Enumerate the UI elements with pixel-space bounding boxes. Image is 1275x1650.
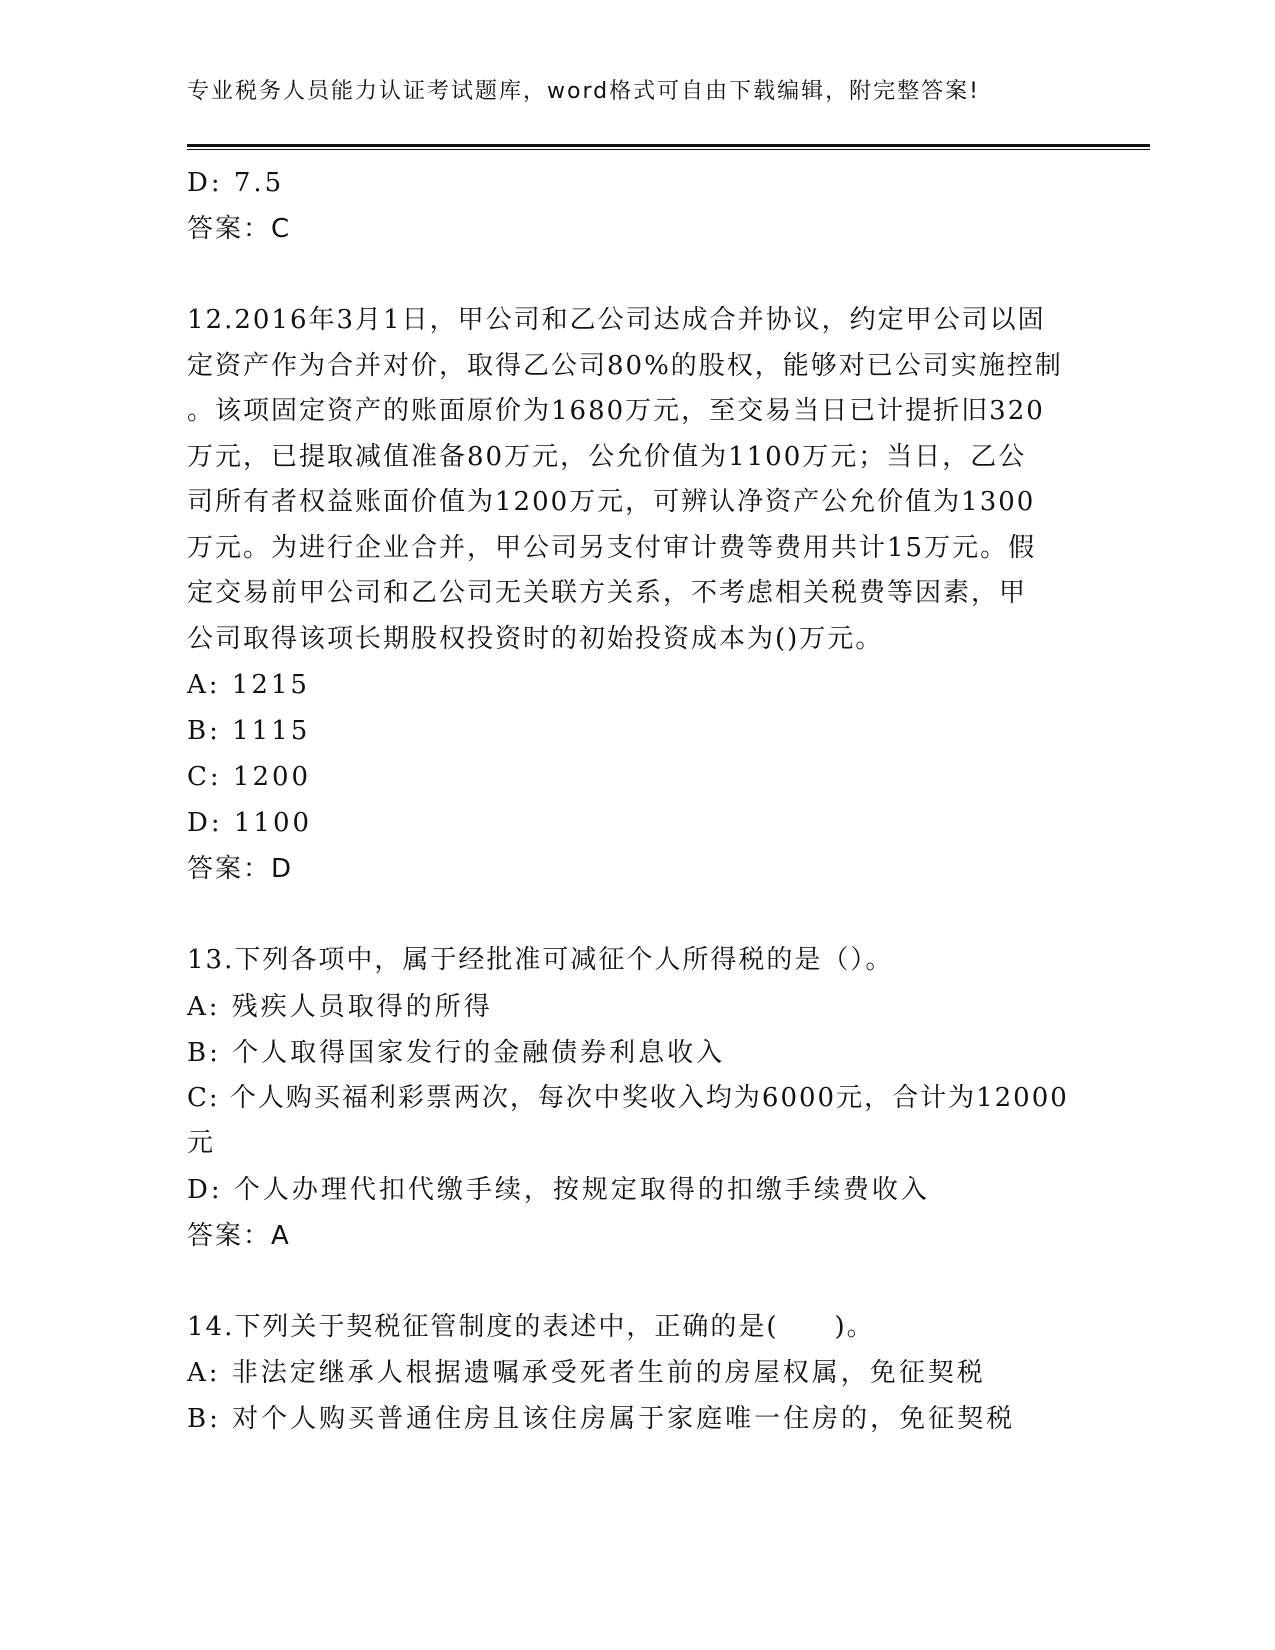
question-stem-line: 。该项固定资产的账面原价为1680万元，至交易当日已计提折旧320 [187,396,1045,426]
question-14 [187,1305,1087,1443]
question-stem-line: 公司取得该项长期股权投资时的初始投资成本为()万元。 [187,623,884,654]
option-d: D: 个人办理代扣代缴手续，按规定取得的扣缴手续费收入 [187,1174,930,1205]
option-c: C: 1200 [187,762,312,792]
answer-line: 答案：A [187,1220,291,1251]
question-stem: 13.下列各项中，属于经批准可减征个人所得税的是（）。 [187,945,894,975]
option-a: A: 残疾人员取得的所得 [187,991,493,1022]
question-stem-line: 12.2016年3月1日，甲公司和乙公司达成合并协议，约定甲公司以固 [187,305,1046,335]
option-a: A: 非法定继承人根据遗嘱承受死者生前的房屋权属，免征契税 [187,1358,986,1388]
page-header: 专业税务人员能力认证考试题库，word格式可自由下载编辑，附完整答案! [187,79,980,104]
option-b: B: 对个人购买普通住房且该住房属于家庭唯一住房的，免征契税 [187,1404,1016,1434]
header-rule [187,144,1150,147]
option-b: B: 1115 [187,716,311,746]
question-stem: 14.下列关于契税征管制度的表述中，正确的是( )。 [187,1311,875,1342]
document-body [187,160,1087,1442]
question-stem-line: 万元。为进行企业合并，甲公司另支付审计费等费用共计15万元。假 [187,532,1037,563]
question-12 [187,298,1087,892]
question-stem-line: 万元，已提取减值准备80万元，公允价值为1100万元；当日，乙公 [187,441,1027,472]
question-stem-line: 司所有者权益账面价值为1200万元，可辨认净资产公允价值为1300 [187,487,1036,517]
option-a: A: 1215 [187,670,310,700]
question-stem-line: 定资产作为合并对价，取得乙公司80%的股权，能够对已公司实施控制 [187,350,1063,381]
option-d: D: 7.5 [187,168,285,198]
answer-line: 答案：C [187,214,292,244]
header-rule-thin [187,149,1150,150]
question-13 [187,938,1087,1259]
option-b: B: 个人取得国家发行的金融债券利息收入 [187,1037,726,1068]
question-stem-line: 定交易前甲公司和乙公司无关联方关系，不考虑相关税费等因素，甲 [187,578,1028,608]
answer-line: 答案：D [187,854,294,884]
option-d: D: 1100 [187,808,313,838]
option-c-continuation: 元 [187,1128,216,1158]
previous-question-tail [187,160,1087,252]
option-c: C: 个人购买福利彩票两次，每次中奖收入均为6000元，合计为12000 [187,1082,1069,1113]
